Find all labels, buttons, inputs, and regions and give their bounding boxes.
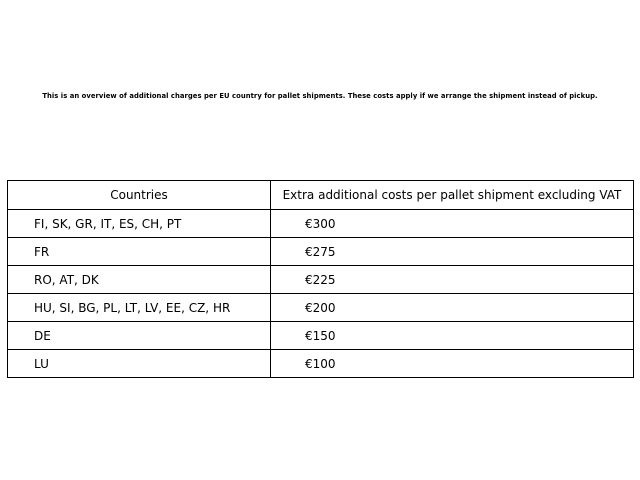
- countries-cell: HU, SI, BG, PL, LT, LV, EE, CZ, HR: [8, 294, 271, 322]
- countries-column-header: Countries: [8, 181, 271, 210]
- countries-cell: DE: [8, 322, 271, 350]
- countries-cell: FR: [8, 238, 271, 266]
- table-row: [8, 210, 634, 238]
- header-row: [8, 181, 634, 210]
- table-row: [8, 238, 634, 266]
- cost-cell: €275: [271, 238, 634, 266]
- table-row: [8, 322, 634, 350]
- countries-cell: RO, AT, DK: [8, 266, 271, 294]
- costs-table: [7, 180, 634, 378]
- countries-cell: LU: [8, 350, 271, 378]
- cost-cell: €100: [271, 350, 634, 378]
- overview-note: This is an overview of additional charges per EU country for pallet shipments. These costs apply if we arrange the shipment instead of pickup.: [42, 92, 598, 100]
- countries-cell: FI, SK, GR, IT, ES, CH, PT: [8, 210, 271, 238]
- table-row: [8, 350, 634, 378]
- cost-cell: €150: [271, 322, 634, 350]
- cost-cell: €300: [271, 210, 634, 238]
- table-row: [8, 294, 634, 322]
- cost-cell: €225: [271, 266, 634, 294]
- costs-column-header: Extra additional costs per pallet shipment excluding VAT: [271, 181, 634, 210]
- table-row: [8, 266, 634, 294]
- cost-cell: €200: [271, 294, 634, 322]
